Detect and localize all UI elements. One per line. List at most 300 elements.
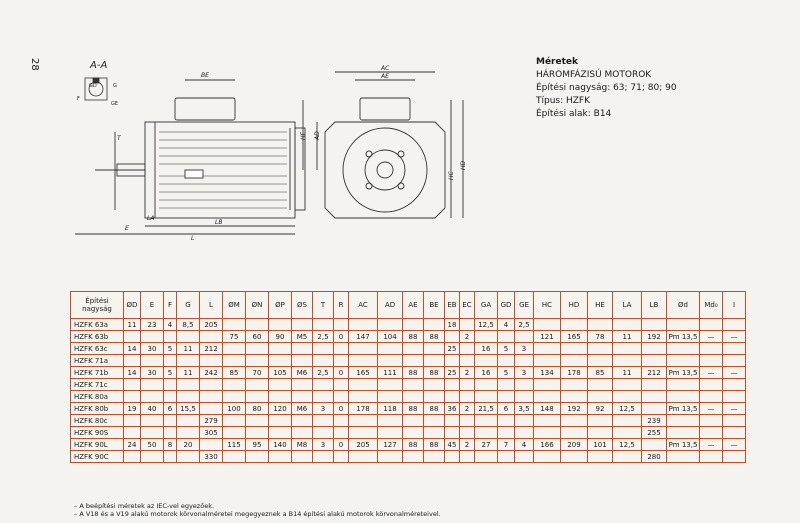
table-cell [349,451,378,463]
table-row [71,403,746,415]
table-cell [124,415,141,427]
column-header: AE [403,292,424,319]
table-cell: 19 [124,403,141,415]
table-cell [292,415,313,427]
table-cell: 6 [164,403,177,415]
table-cell: — [723,331,746,343]
table-cell [667,427,700,439]
table-cell: 178 [349,403,378,415]
table-cell: 50 [141,439,164,451]
table-cell [164,427,177,439]
table-cell [515,379,534,391]
svg-text:AC: AC [381,65,390,72]
table-cell: 23 [141,319,164,331]
table-cell [292,343,313,355]
table-cell: 70 [246,367,269,379]
table-cell [269,319,292,331]
table-cell [445,355,460,367]
table-row [71,367,746,379]
svg-text:E: E [125,225,129,232]
column-header: EC [460,292,475,319]
table-cell [475,391,498,403]
table-cell: 111 [378,367,403,379]
column-header: ØM [223,292,246,319]
svg-text:BE: BE [201,72,209,79]
table-cell [124,331,141,343]
column-header: GA [475,292,498,319]
table-cell: 205 [349,439,378,451]
table-cell [424,415,445,427]
table-cell [200,439,223,451]
spec-block [536,56,677,121]
table-cell [223,319,246,331]
table-cell: 27 [475,439,498,451]
table-cell: 12,5 [613,403,642,415]
table-cell [613,451,642,463]
table-cell: M6 [292,403,313,415]
table-cell [292,319,313,331]
table-cell [700,427,723,439]
table-cell [246,355,269,367]
table-cell [334,415,349,427]
table-cell: 0 [334,331,349,343]
column-header: GD [498,292,515,319]
table-cell [561,415,588,427]
table-cell [613,427,642,439]
table-cell: 88 [403,331,424,343]
table-cell [313,355,334,367]
table-cell [403,415,424,427]
svg-text:HC: HC [448,171,455,180]
table-cell: 92 [588,403,613,415]
table-cell [313,379,334,391]
table-cell [613,415,642,427]
table-cell [246,379,269,391]
table-cell: 88 [424,367,445,379]
table-cell: 178 [561,367,588,379]
table-row [71,391,746,403]
table-cell: 2,5 [313,367,334,379]
spec-line-1: HÁROMFÁZISÚ MOTOROK [536,70,652,80]
section-aa-detail [85,78,107,100]
table-cell [700,451,723,463]
table-cell [588,415,613,427]
table-cell: 95 [246,439,269,451]
table-cell: 24 [124,439,141,451]
table-cell [334,451,349,463]
table-cell [349,427,378,439]
table-cell: 14 [124,367,141,379]
table-cell [667,319,700,331]
table-cell: 120 [269,403,292,415]
table-cell [124,391,141,403]
table-cell [700,391,723,403]
table-cell: 3 [313,403,334,415]
table-row [71,343,746,355]
table-cell [246,415,269,427]
table-cell [667,355,700,367]
table-cell: 30 [141,367,164,379]
table-cell [292,355,313,367]
table-cell: 205 [200,319,223,331]
column-header: Md₀ [700,292,723,319]
table-cell [164,391,177,403]
table-cell: Pm 13,5 [667,367,700,379]
table-cell [313,319,334,331]
table-cell [349,415,378,427]
table-cell: 16 [475,367,498,379]
table-cell [445,427,460,439]
table-cell: 242 [200,367,223,379]
table-cell: 21,5 [475,403,498,415]
table-cell: 11 [613,331,642,343]
table-cell [475,427,498,439]
table-cell: 104 [378,331,403,343]
table-cell: M6 [292,367,313,379]
table-cell [200,379,223,391]
table-cell [141,331,164,343]
table-cell: 45 [445,439,460,451]
table-cell [292,379,313,391]
table-cell: HZFK 80c [71,415,124,427]
column-header: EB [445,292,460,319]
table-cell [141,379,164,391]
table-row [71,451,746,463]
table-cell [269,427,292,439]
table-row [71,379,746,391]
table-cell: 192 [642,331,667,343]
table-cell [475,355,498,367]
table-cell: 5 [164,367,177,379]
table-cell [460,391,475,403]
table-cell [424,451,445,463]
table-cell [223,355,246,367]
table-cell: 165 [349,367,378,379]
table-cell [223,343,246,355]
table-cell: M5 [292,331,313,343]
column-header: LB [642,292,667,319]
table-cell [460,427,475,439]
table-cell [313,451,334,463]
table-cell [349,343,378,355]
table-cell: — [700,331,723,343]
svg-text:G: G [113,83,117,89]
table-cell [445,391,460,403]
table-cell [723,415,746,427]
column-header: ØS [292,292,313,319]
table-cell [269,355,292,367]
table-cell: 8,5 [177,319,200,331]
table-cell [223,427,246,439]
table-header-row [71,292,746,319]
motor-front-view [325,72,463,218]
table-cell [515,415,534,427]
svg-text:HD: HD [460,160,467,170]
table-cell [445,379,460,391]
table-cell: 3 [515,367,534,379]
table-cell: 140 [269,439,292,451]
table-cell: 12,5 [475,319,498,331]
spec-line-4: Építési alak: B14 [536,109,612,119]
table-cell: Pm 13,5 [667,331,700,343]
table-cell [334,427,349,439]
table-cell: Pm 13,5 [667,403,700,415]
table-cell: 147 [349,331,378,343]
table-cell: 85 [588,367,613,379]
footnote-2: – A V18 és a V19 alakú motorok körvonalméretei megegyeznek a B14 építési alakú motorok körvonalméreteivel. [74,510,441,518]
table-cell: HZFK 71b [71,367,124,379]
table-cell [292,427,313,439]
table-cell [124,451,141,463]
table-cell [498,331,515,343]
table-cell [334,391,349,403]
table-cell: 88 [424,439,445,451]
table-cell [588,427,613,439]
table-cell: 5 [498,367,515,379]
table-cell [460,379,475,391]
table-cell [642,379,667,391]
table-cell [700,379,723,391]
table-cell [445,451,460,463]
table-cell [403,427,424,439]
svg-text:GE: GE [111,101,119,107]
table-cell: 280 [642,451,667,463]
table-cell [642,439,667,451]
table-cell [177,427,200,439]
table-cell [124,379,141,391]
svg-text:GD: GD [89,83,97,89]
table-cell [534,415,561,427]
table-cell: 305 [200,427,223,439]
table-cell: 16 [475,343,498,355]
table-cell [424,319,445,331]
table-cell [334,355,349,367]
table-cell [667,343,700,355]
table-cell: 2,5 [313,331,334,343]
table-cell: 209 [561,439,588,451]
table-cell [515,355,534,367]
table-cell: 0 [334,403,349,415]
table-cell [141,427,164,439]
table-cell: 85 [223,367,246,379]
table-cell [588,379,613,391]
table-cell [613,379,642,391]
table-cell: — [723,403,746,415]
table-cell: 165 [561,331,588,343]
table-cell: 192 [561,403,588,415]
table-cell [642,319,667,331]
spec-line-3: Típus: HZFK [536,96,591,106]
table-cell [177,415,200,427]
table-cell [292,391,313,403]
table-cell: 134 [534,367,561,379]
table-cell [246,319,269,331]
table-cell [515,391,534,403]
table-cell [164,415,177,427]
table-row [71,355,746,367]
dimensions-table [70,291,746,463]
table-cell [177,355,200,367]
table-cell [498,391,515,403]
table-cell [424,355,445,367]
table-cell: 40 [141,403,164,415]
table-cell [723,391,746,403]
svg-text:T: T [117,135,121,142]
table-cell [515,331,534,343]
spec-title: Méretek [536,57,578,67]
table-cell: 166 [534,439,561,451]
column-header: F [164,292,177,319]
table-cell [349,391,378,403]
table-cell: 330 [200,451,223,463]
table-cell [164,331,177,343]
table-cell: 2,5 [515,319,534,331]
column-header: E [141,292,164,319]
table-cell: HZFK 63b [71,331,124,343]
table-cell: — [700,403,723,415]
table-cell [269,343,292,355]
table-cell [334,319,349,331]
table-cell [313,343,334,355]
table-cell [378,391,403,403]
table-cell [700,343,723,355]
table-cell [723,451,746,463]
table-cell [223,379,246,391]
table-cell [613,319,642,331]
table-cell [269,379,292,391]
svg-text:LB: LB [215,219,223,226]
table-cell [475,331,498,343]
table-cell: 4 [164,319,177,331]
table-cell: 12,5 [613,439,642,451]
table-cell: M8 [292,439,313,451]
table-cell [141,415,164,427]
table-cell [177,451,200,463]
table-cell: 15,5 [177,403,200,415]
table-cell [246,451,269,463]
table-cell [700,415,723,427]
table-cell [349,379,378,391]
table-cell [642,355,667,367]
table-cell [334,379,349,391]
table-cell: HZFK 80b [71,403,124,415]
table-cell [334,343,349,355]
section-label: A-A [90,60,108,71]
table-cell [515,427,534,439]
table-cell: 11 [177,367,200,379]
table-cell: 115 [223,439,246,451]
svg-text:AD: AD [314,131,321,140]
svg-text:LA: LA [147,215,155,222]
column-header: ØP [269,292,292,319]
table-cell: 60 [246,331,269,343]
column-header: Ød [667,292,700,319]
table-cell [534,319,561,331]
table-cell: 2 [460,403,475,415]
table-cell [177,379,200,391]
table-cell [349,355,378,367]
table-cell [561,379,588,391]
table-cell [141,451,164,463]
table-cell [378,415,403,427]
table-cell [424,427,445,439]
table-cell: 101 [588,439,613,451]
table-cell [460,415,475,427]
table-cell [642,391,667,403]
table-cell: 5 [164,343,177,355]
column-header: Építési nagyság [71,292,124,319]
table-cell: 100 [223,403,246,415]
table-cell [269,391,292,403]
table-cell [200,391,223,403]
table-cell [561,451,588,463]
table-cell [588,343,613,355]
table-cell: 212 [200,343,223,355]
table-cell [723,319,746,331]
table-row [71,439,746,451]
table-cell: HZFK 90S [71,427,124,439]
table-cell: — [723,439,746,451]
table-cell [460,343,475,355]
table-cell [292,451,313,463]
column-header: I [723,292,746,319]
table-cell: 20 [177,439,200,451]
table-cell [177,391,200,403]
table-cell: 0 [334,367,349,379]
table-cell [498,355,515,367]
table-cell [378,427,403,439]
column-header: AC [349,292,378,319]
table-cell [445,415,460,427]
table-row [71,427,746,439]
table-cell: 78 [588,331,613,343]
table-cell [700,355,723,367]
table-cell [498,415,515,427]
table-cell [700,319,723,331]
table-cell: 30 [141,343,164,355]
table-cell: Pm 13,5 [667,439,700,451]
table-cell: 3,5 [515,403,534,415]
table-cell [723,355,746,367]
table-cell: 8 [164,439,177,451]
table-cell: 212 [642,367,667,379]
table-cell [403,391,424,403]
table-cell [475,379,498,391]
table-cell [588,451,613,463]
table-cell [613,391,642,403]
table-cell: 2 [460,367,475,379]
table-cell: 11 [177,343,200,355]
table-cell [588,355,613,367]
table-cell [164,355,177,367]
column-header: G [177,292,200,319]
table-cell: 4 [498,319,515,331]
table-cell: 36 [445,403,460,415]
table-cell [534,391,561,403]
table-cell: HZFK 80a [71,391,124,403]
table-cell [246,391,269,403]
table-cell: 239 [642,415,667,427]
table-cell [164,379,177,391]
table-cell: 121 [534,331,561,343]
table-cell [349,319,378,331]
column-header: AD [378,292,403,319]
table-cell [378,451,403,463]
table-cell [534,427,561,439]
table-cell [534,355,561,367]
table-cell: — [700,367,723,379]
table-cell [561,391,588,403]
